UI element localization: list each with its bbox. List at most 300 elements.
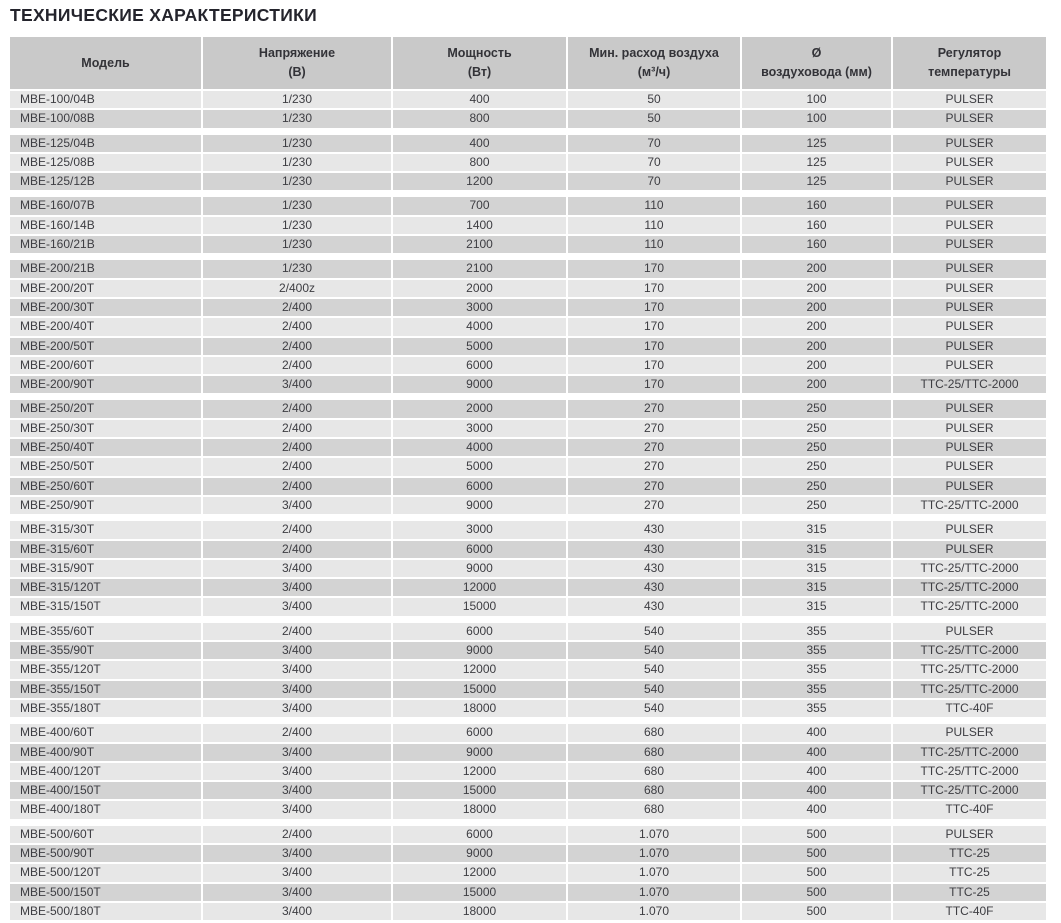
cell-voltage: 3/400 xyxy=(203,560,391,577)
cell-airflow: 540 xyxy=(568,681,740,698)
cell-model: MBE-500/120T xyxy=(10,864,201,881)
cell-airflow: 540 xyxy=(568,623,740,640)
cell-diameter: 160 xyxy=(742,236,891,253)
cell-power: 6000 xyxy=(393,724,566,741)
cell-power: 2100 xyxy=(393,236,566,253)
cell-airflow: 680 xyxy=(568,782,740,799)
table-row xyxy=(10,376,1048,393)
header-label: Ø xyxy=(811,46,822,60)
cell-airflow: 430 xyxy=(568,541,740,558)
cell-power: 3000 xyxy=(393,521,566,538)
cell-power: 6000 xyxy=(393,478,566,495)
table-row xyxy=(10,560,1048,577)
cell-voltage: 3/400 xyxy=(203,642,391,659)
cell-power: 2100 xyxy=(393,260,566,277)
cell-power: 9000 xyxy=(393,497,566,514)
cell-model: MBE-250/50T xyxy=(10,458,201,475)
cell-voltage: 3/400 xyxy=(203,801,391,818)
cell-power: 1400 xyxy=(393,217,566,234)
cell-airflow: 270 xyxy=(568,458,740,475)
cell-model: MBE-125/04B xyxy=(10,135,201,152)
cell-power: 6000 xyxy=(393,357,566,374)
cell-regulator: PULSER xyxy=(893,400,1046,417)
cell-model: MBE-315/120T xyxy=(10,579,201,596)
cell-regulator: TTC-40F xyxy=(893,700,1046,717)
cell-regulator: PULSER xyxy=(893,357,1046,374)
cell-diameter: 315 xyxy=(742,521,891,538)
cell-regulator: PULSER xyxy=(893,154,1046,171)
table-row xyxy=(10,439,1048,456)
cell-diameter: 250 xyxy=(742,497,891,514)
cell-airflow: 270 xyxy=(568,400,740,417)
cell-regulator: PULSER xyxy=(893,826,1046,843)
cell-power: 15000 xyxy=(393,782,566,799)
cell-model: MBE-250/30T xyxy=(10,420,201,437)
cell-model: MBE-355/180T xyxy=(10,700,201,717)
cell-voltage: 2/400 xyxy=(203,318,391,335)
cell-model: MBE-200/60T xyxy=(10,357,201,374)
cell-airflow: 70 xyxy=(568,135,740,152)
cell-airflow: 540 xyxy=(568,661,740,678)
table-header xyxy=(10,37,1048,89)
header-label: (м³/ч) xyxy=(637,65,671,79)
cell-regulator: PULSER xyxy=(893,173,1046,190)
cell-model: MBE-200/30T xyxy=(10,299,201,316)
cell-regulator: TTC-40F xyxy=(893,801,1046,818)
cell-model: MBE-400/150T xyxy=(10,782,201,799)
cell-regulator: PULSER xyxy=(893,91,1046,108)
cell-model: MBE-315/150T xyxy=(10,598,201,615)
cell-airflow: 170 xyxy=(568,338,740,355)
table-row xyxy=(10,110,1048,127)
cell-power: 1200 xyxy=(393,173,566,190)
cell-voltage: 2/400 xyxy=(203,478,391,495)
cell-model: MBE-400/90T xyxy=(10,744,201,761)
cell-airflow: 540 xyxy=(568,642,740,659)
cell-diameter: 250 xyxy=(742,458,891,475)
cell-power: 6000 xyxy=(393,826,566,843)
cell-voltage: 2/400z xyxy=(203,280,391,297)
cell-voltage: 2/400 xyxy=(203,299,391,316)
cell-diameter: 500 xyxy=(742,864,891,881)
header-cell-power xyxy=(393,37,566,89)
cell-voltage: 2/400 xyxy=(203,826,391,843)
cell-regulator: PULSER xyxy=(893,623,1046,640)
table-row xyxy=(10,236,1048,253)
cell-voltage: 3/400 xyxy=(203,681,391,698)
table-row xyxy=(10,700,1048,717)
cell-voltage: 1/230 xyxy=(203,217,391,234)
cell-diameter: 500 xyxy=(742,903,891,920)
cell-regulator: PULSER xyxy=(893,299,1046,316)
cell-regulator: PULSER xyxy=(893,260,1046,277)
table-row xyxy=(10,478,1048,495)
table-row xyxy=(10,681,1048,698)
model-group xyxy=(10,197,1048,253)
table-row xyxy=(10,420,1048,437)
cell-model: MBE-200/40T xyxy=(10,318,201,335)
cell-regulator: PULSER xyxy=(893,541,1046,558)
cell-diameter: 125 xyxy=(742,154,891,171)
cell-voltage: 2/400 xyxy=(203,458,391,475)
header-label: Мощность xyxy=(447,46,512,60)
cell-model: MBE-500/150T xyxy=(10,884,201,901)
cell-model: MBE-160/14B xyxy=(10,217,201,234)
cell-voltage: 3/400 xyxy=(203,661,391,678)
cell-regulator: TTC-25/TTC-2000 xyxy=(893,642,1046,659)
cell-model: MBE-160/21B xyxy=(10,236,201,253)
table-row xyxy=(10,763,1048,780)
cell-voltage: 2/400 xyxy=(203,357,391,374)
cell-airflow: 110 xyxy=(568,236,740,253)
cell-diameter: 160 xyxy=(742,217,891,234)
cell-diameter: 500 xyxy=(742,826,891,843)
cell-power: 15000 xyxy=(393,681,566,698)
cell-airflow: 270 xyxy=(568,478,740,495)
cell-regulator: PULSER xyxy=(893,420,1046,437)
cell-airflow: 680 xyxy=(568,724,740,741)
cell-voltage: 2/400 xyxy=(203,724,391,741)
cell-power: 9000 xyxy=(393,376,566,393)
cell-power: 15000 xyxy=(393,884,566,901)
cell-model: MBE-400/120T xyxy=(10,763,201,780)
cell-regulator: PULSER xyxy=(893,318,1046,335)
cell-airflow: 270 xyxy=(568,439,740,456)
model-group xyxy=(10,623,1048,717)
table-row xyxy=(10,521,1048,538)
cell-airflow: 170 xyxy=(568,318,740,335)
header-cell-regulator xyxy=(893,37,1046,89)
header-cell-airflow xyxy=(568,37,740,89)
cell-airflow: 1.070 xyxy=(568,884,740,901)
header-cell-voltage xyxy=(203,37,391,89)
cell-voltage: 3/400 xyxy=(203,884,391,901)
cell-diameter: 160 xyxy=(742,197,891,214)
cell-diameter: 200 xyxy=(742,338,891,355)
table-row xyxy=(10,260,1048,277)
cell-model: MBE-125/12B xyxy=(10,173,201,190)
model-group xyxy=(10,135,1048,191)
table-row xyxy=(10,299,1048,316)
cell-diameter: 200 xyxy=(742,357,891,374)
cell-diameter: 200 xyxy=(742,280,891,297)
cell-model: MBE-500/180T xyxy=(10,903,201,920)
cell-diameter: 355 xyxy=(742,642,891,659)
cell-diameter: 400 xyxy=(742,801,891,818)
cell-model: MBE-355/90T xyxy=(10,642,201,659)
cell-regulator: TTC-25 xyxy=(893,845,1046,862)
cell-diameter: 250 xyxy=(742,420,891,437)
cell-model: MBE-250/40T xyxy=(10,439,201,456)
cell-voltage: 3/400 xyxy=(203,598,391,615)
cell-diameter: 200 xyxy=(742,260,891,277)
cell-regulator: TTC-25/TTC-2000 xyxy=(893,497,1046,514)
cell-airflow: 50 xyxy=(568,91,740,108)
cell-power: 5000 xyxy=(393,338,566,355)
cell-power: 3000 xyxy=(393,420,566,437)
cell-power: 6000 xyxy=(393,623,566,640)
spec-table xyxy=(10,37,1048,920)
cell-regulator: PULSER xyxy=(893,135,1046,152)
cell-regulator: TTC-25 xyxy=(893,864,1046,881)
table-row xyxy=(10,338,1048,355)
cell-regulator: TTC-25/TTC-2000 xyxy=(893,598,1046,615)
cell-airflow: 1.070 xyxy=(568,864,740,881)
cell-power: 12000 xyxy=(393,579,566,596)
cell-model: MBE-500/60T xyxy=(10,826,201,843)
table-row xyxy=(10,884,1048,901)
header-label: Модель xyxy=(81,55,130,70)
header-cell-model xyxy=(10,37,201,89)
table-row xyxy=(10,197,1048,214)
cell-power: 800 xyxy=(393,154,566,171)
cell-power: 2000 xyxy=(393,400,566,417)
cell-diameter: 355 xyxy=(742,661,891,678)
cell-regulator: PULSER xyxy=(893,478,1046,495)
cell-regulator: PULSER xyxy=(893,236,1046,253)
cell-model: MBE-355/60T xyxy=(10,623,201,640)
cell-airflow: 170 xyxy=(568,299,740,316)
cell-airflow: 430 xyxy=(568,598,740,615)
model-group xyxy=(10,91,1048,128)
cell-airflow: 270 xyxy=(568,420,740,437)
cell-diameter: 125 xyxy=(742,173,891,190)
cell-power: 18000 xyxy=(393,801,566,818)
table-row xyxy=(10,357,1048,374)
cell-diameter: 355 xyxy=(742,623,891,640)
cell-airflow: 170 xyxy=(568,260,740,277)
table-row xyxy=(10,623,1048,640)
cell-regulator: PULSER xyxy=(893,521,1046,538)
model-group xyxy=(10,826,1048,920)
cell-diameter: 400 xyxy=(742,763,891,780)
cell-power: 3000 xyxy=(393,299,566,316)
cell-model: MBE-315/90T xyxy=(10,560,201,577)
cell-airflow: 1.070 xyxy=(568,903,740,920)
table-row xyxy=(10,826,1048,843)
table-row xyxy=(10,744,1048,761)
table-row xyxy=(10,154,1048,171)
cell-model: MBE-125/08B xyxy=(10,154,201,171)
cell-airflow: 50 xyxy=(568,110,740,127)
cell-regulator: PULSER xyxy=(893,197,1046,214)
cell-diameter: 250 xyxy=(742,400,891,417)
cell-voltage: 1/230 xyxy=(203,197,391,214)
model-group xyxy=(10,260,1048,393)
cell-power: 700 xyxy=(393,197,566,214)
cell-airflow: 170 xyxy=(568,376,740,393)
cell-voltage: 3/400 xyxy=(203,763,391,780)
cell-voltage: 1/230 xyxy=(203,154,391,171)
cell-power: 9000 xyxy=(393,845,566,862)
cell-regulator: PULSER xyxy=(893,338,1046,355)
cell-airflow: 430 xyxy=(568,579,740,596)
cell-diameter: 315 xyxy=(742,541,891,558)
cell-voltage: 2/400 xyxy=(203,338,391,355)
header-cell-diameter xyxy=(742,37,891,89)
cell-power: 18000 xyxy=(393,700,566,717)
cell-diameter: 355 xyxy=(742,700,891,717)
cell-model: MBE-355/120T xyxy=(10,661,201,678)
cell-voltage: 1/230 xyxy=(203,135,391,152)
cell-voltage: 3/400 xyxy=(203,864,391,881)
cell-airflow: 1.070 xyxy=(568,826,740,843)
cell-model: MBE-400/180T xyxy=(10,801,201,818)
cell-regulator: TTC-25/TTC-2000 xyxy=(893,763,1046,780)
cell-model: MBE-400/60T xyxy=(10,724,201,741)
cell-regulator: PULSER xyxy=(893,724,1046,741)
cell-voltage: 1/230 xyxy=(203,110,391,127)
table-row xyxy=(10,91,1048,108)
cell-regulator: TTC-25/TTC-2000 xyxy=(893,744,1046,761)
cell-diameter: 125 xyxy=(742,135,891,152)
cell-airflow: 110 xyxy=(568,217,740,234)
cell-voltage: 2/400 xyxy=(203,521,391,538)
page-title: ТЕХНИЧЕСКИЕ ХАРАКТЕРИСТИКИ xyxy=(10,5,317,25)
table-row xyxy=(10,903,1048,920)
cell-model: MBE-355/150T xyxy=(10,681,201,698)
cell-voltage: 2/400 xyxy=(203,400,391,417)
cell-regulator: PULSER xyxy=(893,110,1046,127)
cell-diameter: 100 xyxy=(742,110,891,127)
table-row xyxy=(10,541,1048,558)
header-label: температуры xyxy=(928,65,1011,79)
cell-voltage: 3/400 xyxy=(203,782,391,799)
cell-regulator: TTC-40F xyxy=(893,903,1046,920)
model-group xyxy=(10,724,1048,818)
cell-voltage: 3/400 xyxy=(203,579,391,596)
cell-diameter: 200 xyxy=(742,318,891,335)
cell-model: MBE-200/21B xyxy=(10,260,201,277)
cell-airflow: 110 xyxy=(568,197,740,214)
cell-diameter: 400 xyxy=(742,782,891,799)
cell-power: 4000 xyxy=(393,318,566,335)
cell-diameter: 200 xyxy=(742,376,891,393)
table-row xyxy=(10,173,1048,190)
cell-voltage: 1/230 xyxy=(203,91,391,108)
cell-power: 9000 xyxy=(393,642,566,659)
cell-regulator: TTC-25/TTC-2000 xyxy=(893,681,1046,698)
header-label: (В) xyxy=(288,65,306,79)
cell-power: 4000 xyxy=(393,439,566,456)
cell-diameter: 250 xyxy=(742,439,891,456)
header-label: (Вт) xyxy=(467,65,492,79)
model-group xyxy=(10,400,1048,514)
cell-voltage: 2/400 xyxy=(203,439,391,456)
header-label: Регулятор xyxy=(937,46,1002,60)
cell-airflow: 1.070 xyxy=(568,845,740,862)
header-label: Напряжение xyxy=(258,46,336,60)
cell-regulator: PULSER xyxy=(893,280,1046,297)
cell-regulator: TTC-25 xyxy=(893,884,1046,901)
cell-model: MBE-250/90T xyxy=(10,497,201,514)
cell-airflow: 270 xyxy=(568,497,740,514)
cell-power: 2000 xyxy=(393,280,566,297)
table-row xyxy=(10,497,1048,514)
cell-regulator: TTC-25/TTC-2000 xyxy=(893,782,1046,799)
cell-airflow: 430 xyxy=(568,521,740,538)
table-row xyxy=(10,801,1048,818)
table-body xyxy=(10,91,1048,920)
cell-model: MBE-315/60T xyxy=(10,541,201,558)
cell-airflow: 70 xyxy=(568,154,740,171)
cell-model: MBE-315/30T xyxy=(10,521,201,538)
cell-power: 9000 xyxy=(393,744,566,761)
cell-power: 12000 xyxy=(393,864,566,881)
cell-diameter: 400 xyxy=(742,724,891,741)
table-row xyxy=(10,642,1048,659)
cell-regulator: PULSER xyxy=(893,217,1046,234)
cell-model: MBE-100/04B xyxy=(10,91,201,108)
model-group xyxy=(10,521,1048,615)
table-row xyxy=(10,724,1048,741)
cell-power: 12000 xyxy=(393,661,566,678)
cell-voltage: 3/400 xyxy=(203,700,391,717)
cell-regulator: TTC-25/TTC-2000 xyxy=(893,579,1046,596)
cell-power: 5000 xyxy=(393,458,566,475)
cell-diameter: 355 xyxy=(742,681,891,698)
cell-power: 400 xyxy=(393,135,566,152)
table-row xyxy=(10,400,1048,417)
cell-diameter: 400 xyxy=(742,744,891,761)
cell-voltage: 2/400 xyxy=(203,623,391,640)
cell-model: MBE-200/90T xyxy=(10,376,201,393)
cell-airflow: 680 xyxy=(568,801,740,818)
table-row xyxy=(10,458,1048,475)
cell-power: 15000 xyxy=(393,598,566,615)
cell-regulator: PULSER xyxy=(893,439,1046,456)
cell-voltage: 1/230 xyxy=(203,260,391,277)
cell-voltage: 2/400 xyxy=(203,541,391,558)
cell-model: MBE-200/50T xyxy=(10,338,201,355)
table-row xyxy=(10,661,1048,678)
table-row xyxy=(10,135,1048,152)
cell-voltage: 3/400 xyxy=(203,376,391,393)
cell-power: 12000 xyxy=(393,763,566,780)
cell-power: 6000 xyxy=(393,541,566,558)
cell-airflow: 170 xyxy=(568,280,740,297)
cell-airflow: 70 xyxy=(568,173,740,190)
cell-voltage: 3/400 xyxy=(203,497,391,514)
header-label: Мин. расход воздуха xyxy=(589,46,719,60)
table-row xyxy=(10,579,1048,596)
cell-diameter: 315 xyxy=(742,598,891,615)
cell-diameter: 250 xyxy=(742,478,891,495)
table-row xyxy=(10,280,1048,297)
cell-diameter: 500 xyxy=(742,845,891,862)
cell-power: 800 xyxy=(393,110,566,127)
cell-power: 18000 xyxy=(393,903,566,920)
cell-model: MBE-160/07B xyxy=(10,197,201,214)
cell-regulator: TTC-25/TTC-2000 xyxy=(893,376,1046,393)
cell-regulator: PULSER xyxy=(893,458,1046,475)
cell-voltage: 3/400 xyxy=(203,845,391,862)
cell-model: MBE-250/20T xyxy=(10,400,201,417)
table-row xyxy=(10,845,1048,862)
cell-airflow: 540 xyxy=(568,700,740,717)
cell-voltage: 2/400 xyxy=(203,420,391,437)
cell-diameter: 100 xyxy=(742,91,891,108)
table-row xyxy=(10,318,1048,335)
cell-regulator: TTC-25/TTC-2000 xyxy=(893,560,1046,577)
table-row xyxy=(10,782,1048,799)
cell-voltage: 1/230 xyxy=(203,173,391,190)
cell-model: MBE-100/08B xyxy=(10,110,201,127)
cell-diameter: 500 xyxy=(742,884,891,901)
table-row xyxy=(10,864,1048,881)
cell-model: MBE-200/20T xyxy=(10,280,201,297)
cell-model: MBE-250/60T xyxy=(10,478,201,495)
